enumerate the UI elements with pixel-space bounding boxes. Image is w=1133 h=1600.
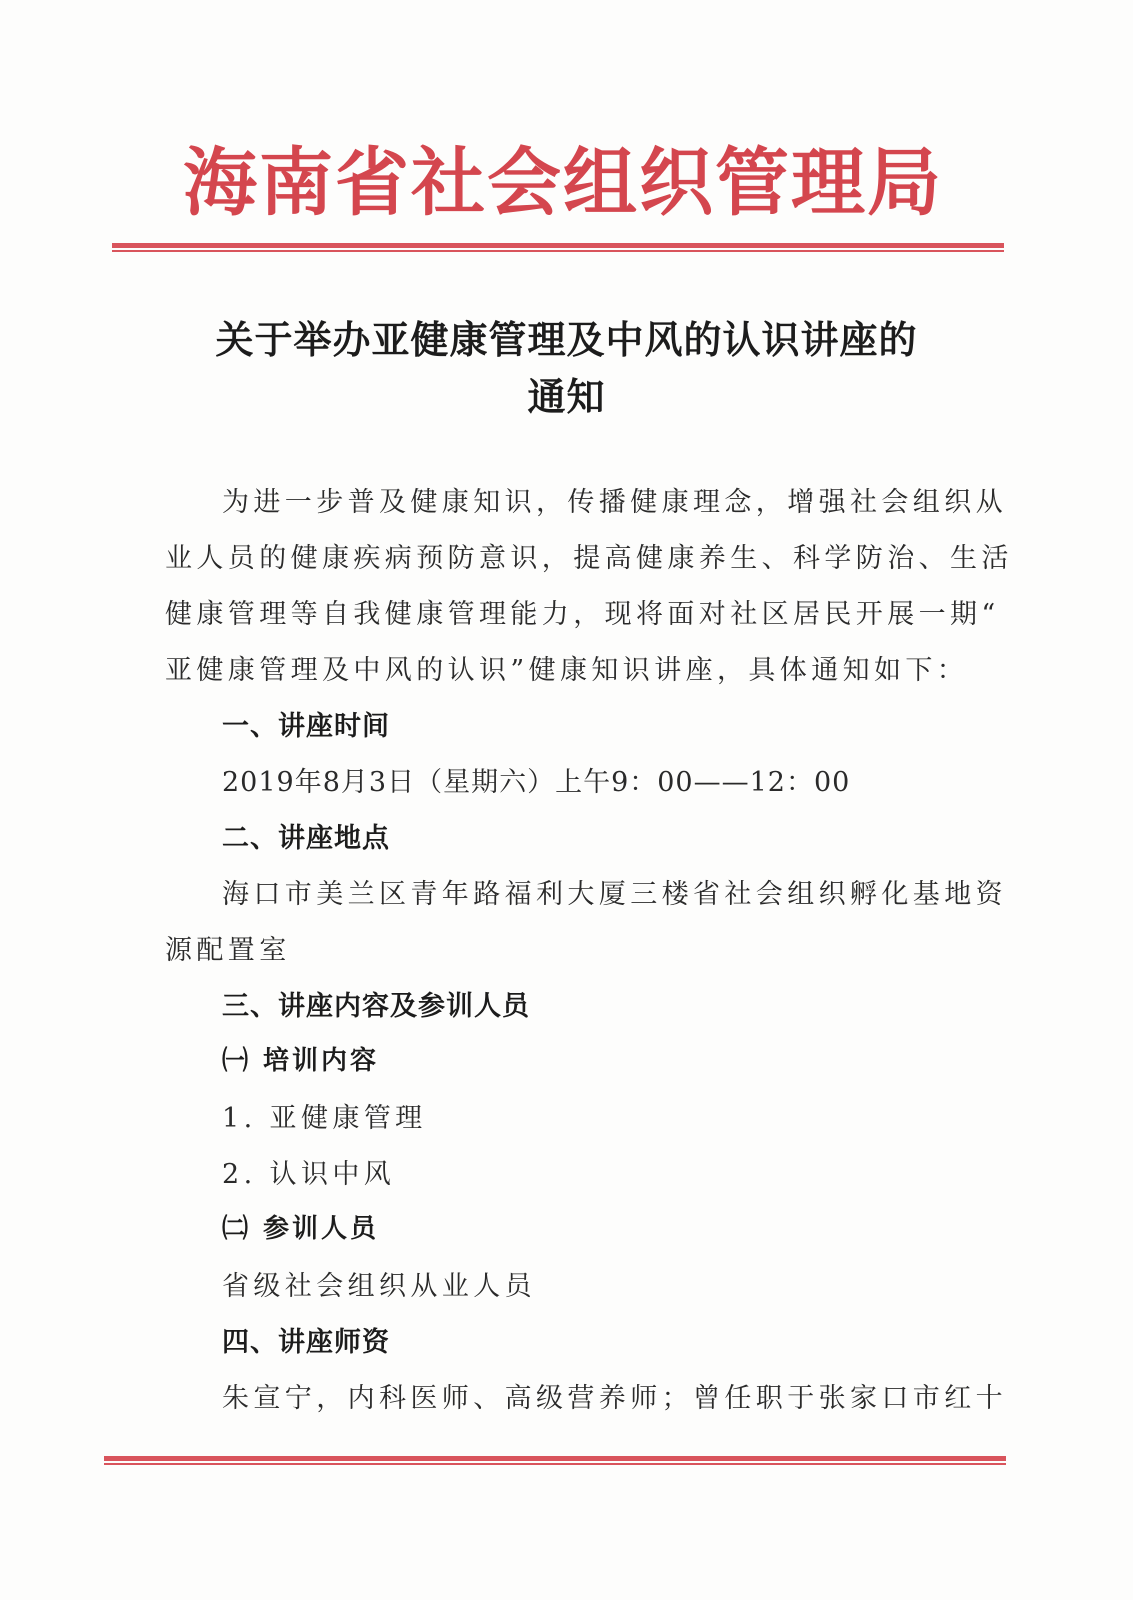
section-location-heading: 二、讲座地点 <box>222 823 390 854</box>
section-lecturer-heading: 四、讲座师资 <box>222 1327 390 1358</box>
intro-line-2: 业人员的健康疾病预防意识，提高健康养生、科学防治、生活 <box>165 543 1013 574</box>
footer-rule-thick-line <box>104 1456 1006 1461</box>
section-time-text: 2019年8月3日（星期六）上午9：00——12：00 <box>222 767 851 798</box>
participants-subheading: ㈡ 参训人员 <box>222 1214 380 1244</box>
section-content-heading: 三、讲座内容及参训人员 <box>222 991 530 1022</box>
section-location-line-2: 源配置室 <box>165 935 291 966</box>
letterhead-red-rule <box>112 243 1004 254</box>
section-location-line-1: 海口市美兰区青年路福利大厦三楼省社会组织孵化基地资 <box>222 879 1007 910</box>
document-title-line-1: 关于举办亚健康管理及中风的认识讲座的 <box>215 317 918 362</box>
training-item-2: 2. 认识中风 <box>222 1159 396 1190</box>
intro-line-1: 为进一步普及健康知识，传播健康理念，增强社会组织从 <box>222 487 1007 518</box>
red-rule-thick-line <box>112 243 1004 248</box>
section-time-heading: 一、讲座时间 <box>222 711 390 742</box>
footer-rule-thin-line <box>104 1463 1006 1465</box>
section-lecturer-text: 朱宣宁，内科医师、高级营养师；曾任职于张家口市红十 <box>222 1383 1007 1414</box>
training-item-1: 1. 亚健康管理 <box>222 1103 427 1134</box>
letterhead-org-name: 海南省社会组织管理局 <box>183 140 943 226</box>
intro-line-4: 亚健康管理及中风的认识”健康知识讲座，具体通知如下： <box>165 655 969 686</box>
document-title-line-2: 通知 <box>527 374 606 419</box>
training-content-subheading: ㈠ 培训内容 <box>222 1046 380 1076</box>
intro-line-3: 健康管理等自我健康管理能力，现将面对社区居民开展一期“ <box>165 599 1000 630</box>
red-rule-thin-line <box>112 250 1004 252</box>
footer-red-rule <box>104 1456 1006 1467</box>
participants-text: 省级社会组织从业人员 <box>222 1271 536 1302</box>
